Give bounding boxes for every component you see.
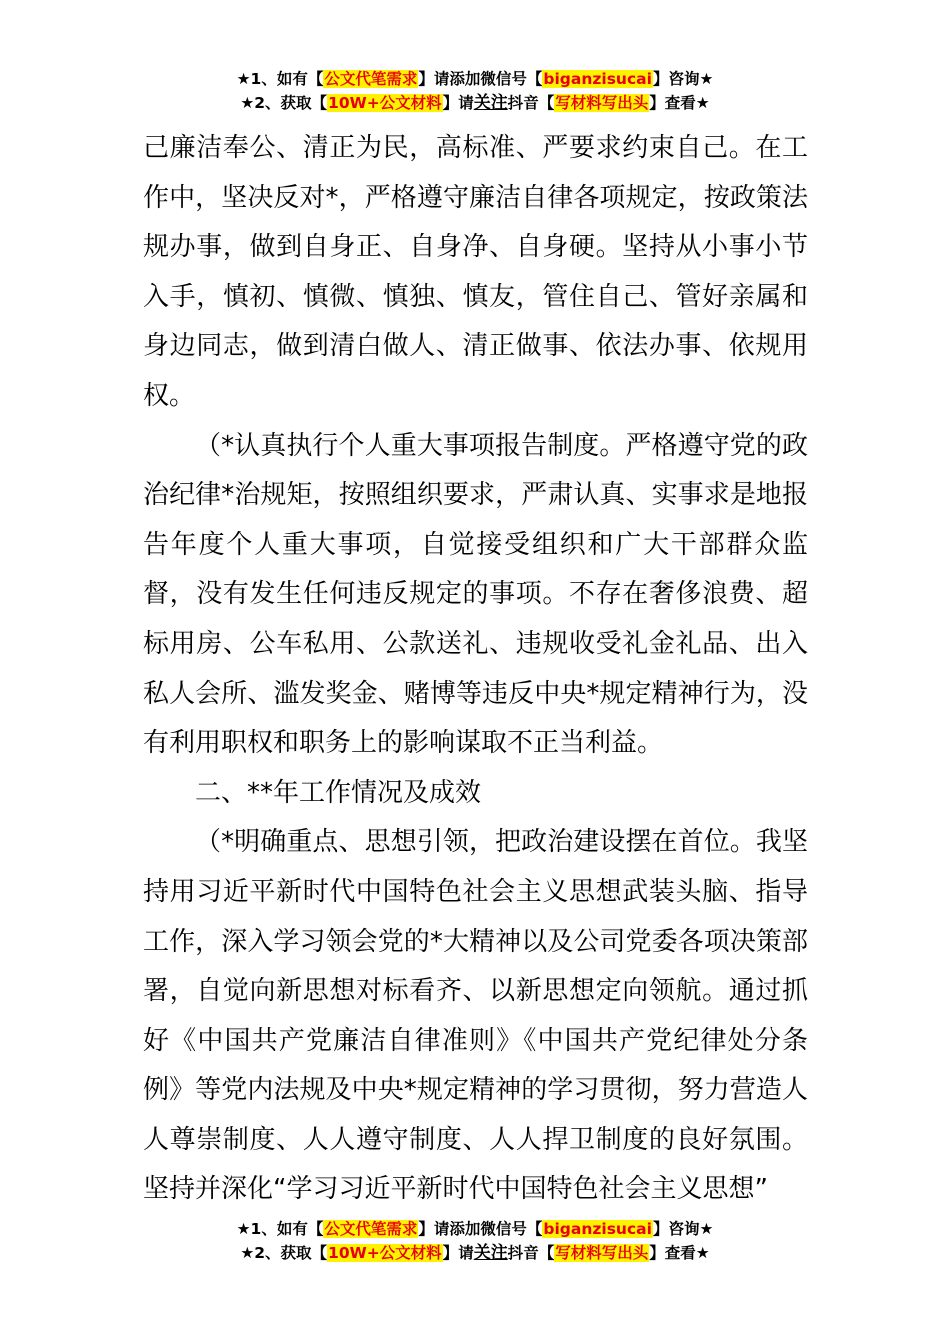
section-heading: 二、**年工作情况及成效 [195, 777, 482, 808]
banner-line-1 [0, 67, 950, 91]
douyin-highlight: 写材料写出头 [555, 1244, 649, 1262]
body-paragraph: 己廉洁奉公、清正为民，高标准、严要求约束自己。在工作中，坚决反对*，严格遵守廉洁自律各项规定，按政策法规办事，做到自身正、自身净、自身硬。坚持从小事小节入手，慎初、慎微、慎独、慎友，管住自己、管好亲属和身边同志，做到清白做人、清正做事、依法办事、依规用权。 [143, 133, 808, 411]
banner-text: ★1、如有【 [236, 1220, 324, 1238]
banner-highlight: 公文代笔需求 [324, 70, 418, 88]
banner-text: ★2、获取【 [240, 94, 328, 112]
banner-text: 】查看★ [649, 94, 710, 112]
banner-line-1 [0, 1217, 950, 1241]
banner-text: ★1、如有【 [236, 70, 324, 88]
body-paragraph: （*明确重点、思想引领，把政治建设摆在首位。我坚持用习近平新时代中国特色社会主义思想武装头脑、指导工作，深入学习领会党的*大精神以及公司党委各项决策部署，自觉向新思想对标看齐、以新思想定向领航。通过抓好《中国共产党廉洁自律准则》《中国共产党纪律处分条例》等党内法规及中央*规定精神的学习贯彻，努力营造人人尊崇制度、人人遵守制度、人人捍卫制度的良好氛围。坚持并深化“学习习近平新时代中国特色社会主义思想” [143, 827, 808, 1205]
banner-text: 】请添加微信号【 [418, 1220, 543, 1238]
header-banner [0, 67, 950, 115]
wechat-id-highlight: biganzisucai [543, 70, 652, 88]
douyin-highlight: 写材料写出头 [555, 94, 649, 112]
banner-highlight: 10W+公文材料 [328, 1244, 442, 1262]
banner-text: 抖音【 [507, 1244, 555, 1262]
document-body [143, 124, 808, 1215]
banner-line-2 [0, 91, 950, 115]
banner-emphasis: 关注 [473, 93, 508, 113]
banner-text: 】请 [442, 94, 474, 112]
banner-text: ★2、获取【 [240, 1244, 328, 1262]
banner-text: 抖音【 [507, 94, 555, 112]
body-paragraph: （*认真执行个人重大事项报告制度。严格遵守党的政治纪律*治规矩，按照组织要求，严肃认真、实事求是地报告年度个人重大事项，自觉接受组织和广大干部群众监督，没有发生任何违反规定的事项。不存在奢侈浪费、超标用房、公车私用、公款送礼、违规收受礼金礼品、出入私人会所、滥发奖金、赌博等违反中央*规定精神行为，没有利用职权和职务上的影响谋取不正当利益。 [143, 430, 808, 759]
banner-emphasis: 关注 [473, 1243, 508, 1263]
banner-highlight: 公文代笔需求 [324, 1220, 418, 1238]
banner-text: 】咨询★ [652, 1220, 714, 1238]
wechat-id-highlight: biganzisucai [543, 1220, 652, 1238]
banner-text: 】请 [442, 1244, 474, 1262]
banner-text: 】咨询★ [652, 70, 714, 88]
banner-highlight: 10W+公文材料 [328, 94, 442, 112]
banner-line-2 [0, 1241, 950, 1265]
banner-text: 】请添加微信号【 [418, 70, 543, 88]
banner-text: 】查看★ [649, 1244, 710, 1262]
footer-banner [0, 1217, 950, 1265]
